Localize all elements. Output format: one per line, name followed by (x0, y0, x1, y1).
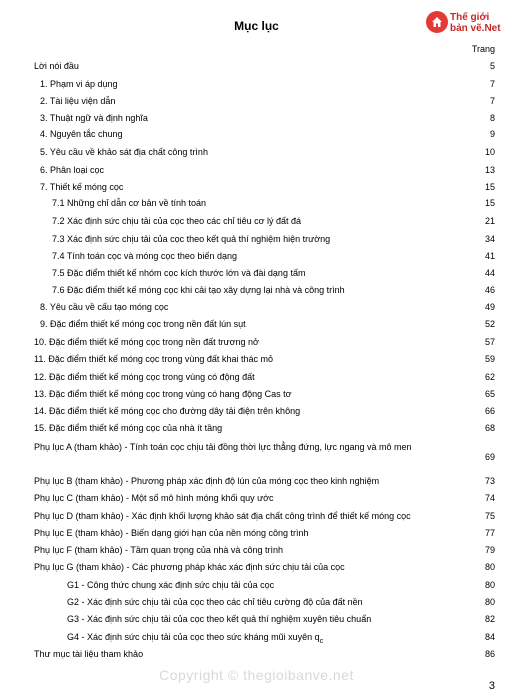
toc-entry-page: 68 (484, 423, 495, 433)
toc-entry[interactable] (0, 113, 513, 127)
toc-entry-title: 8. Yêu cầu về cấu tạo móng cọc (40, 302, 169, 312)
toc-entry-title: 6. Phân loại cọc (40, 165, 105, 175)
subscript: c (319, 637, 324, 645)
toc-entry-title: 7.6 Đặc điểm thiết kế móng cọc khi cải tạo xây dựng lại nhà và công trình (52, 285, 345, 295)
page-number: 3 (488, 680, 495, 692)
toc-entry-page: 74 (484, 493, 495, 503)
toc-entry-page: 59 (484, 354, 495, 364)
toc-entry[interactable] (0, 493, 513, 507)
toc-entry-title: Phụ lục C (tham khảo) - Một số mô hình móng khối quy ước (34, 493, 274, 503)
toc-entry-title: 7.1 Những chỉ dẫn cơ bản về tính toán (52, 198, 207, 208)
toc-entry-page: 62 (484, 372, 495, 382)
toc-entry-page: 9 (489, 129, 495, 139)
toc-entry-title: Phụ lục E (tham khảo) - Biến dạng giới hạn của nền móng công trình (34, 528, 309, 538)
site-logo[interactable] (426, 10, 508, 40)
toc-entry[interactable] (0, 198, 513, 212)
toc-entry-title: 15. Đặc điểm thiết kế móng cọc của nhà ít tầng (34, 423, 223, 433)
toc-entry-title: 9. Đặc điểm thiết kế móng cọc trong nền đất lún sụt (40, 319, 246, 329)
toc-entry[interactable] (0, 216, 513, 230)
toc-entry-page: 13 (484, 165, 495, 175)
toc-entry[interactable] (0, 147, 513, 161)
toc-entry-title: Phụ lục B (tham khảo) - Phương pháp xác định độ lún của móng cọc theo kinh nghiệm (34, 476, 380, 486)
toc-entry-page: 69 (484, 452, 495, 462)
toc-entry-title: Phụ lục A (tham khảo) - Tính toán cọc chịu tải đồng thời lực thẳng đứng, lực ngang và mô men (34, 442, 412, 452)
toc-entry-title: 10. Đặc điểm thiết kế móng cọc trong nền đất trương nở (34, 337, 259, 347)
toc-entry-title: G3 - Xác định sức chịu tải của cọc theo kết quả thí nghiệm xuyên tiêu chuẩn (67, 614, 372, 624)
toc-entry[interactable] (0, 354, 513, 368)
toc-entry-title: 2. Tài liệu viện dẫn (40, 96, 116, 106)
toc-entry-page: 80 (484, 580, 495, 590)
toc-entry-page: 65 (484, 389, 495, 399)
toc-entry-page: 41 (484, 251, 495, 261)
toc-entry-page: 15 (484, 182, 495, 192)
copyright-watermark: Copyright © thegioibanve.net (159, 667, 354, 683)
toc-entry[interactable] (0, 268, 513, 282)
toc-entry[interactable] (0, 251, 513, 265)
toc-entry[interactable] (0, 285, 513, 299)
toc-entry[interactable] (0, 372, 513, 386)
toc-entry-page: 80 (484, 597, 495, 607)
toc-entry-page: 52 (484, 319, 495, 329)
toc-entry[interactable] (0, 528, 513, 542)
toc-entry[interactable] (0, 597, 513, 611)
page-title: Mục lục (234, 19, 279, 33)
logo-text-line1: Thế giới (450, 12, 490, 23)
toc-entry[interactable] (0, 302, 513, 316)
toc-entry-title: 7.5 Đặc điểm thiết kế nhóm cọc kích thước lớn và đài dạng tấm (52, 268, 306, 278)
toc-entry-title: G1 - Công thức chung xác định sức chịu tải của cọc (67, 580, 275, 590)
toc-entry-title: 1. Phạm vi áp dụng (40, 79, 118, 89)
toc-entry-page: 10 (484, 147, 495, 157)
toc-entry-page: 86 (484, 649, 495, 659)
toc-entry-title: 7.4 Tính toán cọc và móng cọc theo biến dạng (52, 251, 237, 261)
toc-entry-page: 77 (484, 528, 495, 538)
toc-entry-page: 8 (489, 113, 495, 123)
toc-entry-title: 3. Thuật ngữ và định nghĩa (40, 113, 148, 123)
toc-entry-page: 46 (484, 285, 495, 295)
toc-entry-title: 12. Đặc điểm thiết kế móng cọc trong vùng có động đất (34, 372, 255, 382)
toc-entry-title: 13. Đặc điểm thiết kế móng cọc trong vùng có hang động Cas tơ (34, 389, 292, 399)
toc-entry[interactable] (0, 129, 513, 143)
toc-entry-title: Phụ lục D (tham khảo) - Xác định khối lượng khảo sát địa chất công trình để thiết kế móng cọc (34, 511, 411, 521)
toc-entry[interactable] (0, 337, 513, 351)
toc-entry[interactable] (0, 580, 513, 594)
toc-entry-title: 7.3 Xác định sức chịu tải của cọc theo kết quả thí nghiệm hiện trường (52, 234, 331, 244)
toc-entry-title: Thư mục tài liệu tham khảo (34, 649, 144, 659)
toc-entry-page: 80 (484, 562, 495, 572)
toc-entry-page: 15 (484, 198, 495, 208)
toc-entry-page: 57 (484, 337, 495, 347)
house-icon (426, 11, 448, 33)
toc-entry-title: Phụ lục G (tham khảo) - Các phương pháp khác xác định sức chịu tải của cọc (34, 562, 345, 572)
toc-entry-page: 75 (484, 511, 495, 521)
toc-entry[interactable] (0, 96, 513, 110)
toc-entry[interactable] (0, 562, 513, 576)
toc-entry-page: 5 (489, 61, 495, 71)
toc-entry[interactable] (0, 182, 513, 196)
toc-entry[interactable] (0, 476, 513, 490)
toc-entry-page: 82 (484, 614, 495, 624)
toc-entry-page: 84 (484, 632, 495, 642)
toc-entry-title: 11. Đặc điểm thiết kế móng cọc trong vùng đất khai thác mỏ (34, 354, 273, 364)
toc-entry[interactable] (0, 632, 513, 646)
toc-entry[interactable] (0, 545, 513, 559)
logo-text-line2: bản vẽ.Net (450, 23, 501, 34)
toc-entry[interactable] (0, 319, 513, 333)
toc-entry-page: 73 (484, 476, 495, 486)
toc-entry-title: G4 - Xác định sức chịu tải của cọc theo sức kháng mũi xuyên q (67, 632, 320, 642)
toc-entry-title: Lời nói đầu (34, 61, 79, 71)
toc-entry-title: 7. Thiết kế móng cọc (40, 182, 124, 192)
toc-entry[interactable] (0, 406, 513, 420)
toc-entry[interactable] (0, 614, 513, 628)
toc-entry[interactable] (0, 423, 513, 437)
toc-entry-title: 7.2 Xác định sức chịu tải của cọc theo các chỉ tiêu cơ lý đất đá (52, 216, 302, 226)
toc-entry[interactable] (0, 511, 513, 525)
toc-entry-page: 7 (489, 79, 495, 89)
toc-entry-page: 7 (489, 96, 495, 106)
toc-entry-page: 66 (484, 406, 495, 416)
toc-entry-page: 49 (484, 302, 495, 312)
toc-entry-page: 34 (484, 234, 495, 244)
toc-entry-page: 79 (484, 545, 495, 555)
page-column-label: Trang (471, 44, 495, 54)
toc-entry-title: G2 - Xác định sức chịu tải của cọc theo các chỉ tiêu cường độ của đất nền (67, 597, 363, 607)
toc-entry[interactable] (0, 61, 513, 75)
toc-entry[interactable] (0, 165, 513, 179)
toc-entry[interactable] (0, 389, 513, 403)
toc-entry[interactable] (0, 79, 513, 93)
toc-entry[interactable] (0, 649, 513, 663)
toc-entry-page: 21 (484, 216, 495, 226)
toc-entry-title: 4. Nguyên tắc chung (40, 129, 123, 139)
toc-entry-title: Phụ lục F (tham khảo) - Tầm quan trọng của nhà và công trình (34, 545, 283, 555)
toc-entry[interactable] (0, 234, 513, 248)
toc-entry-title: 14. Đặc điểm thiết kế móng cọc cho đường dây tải điện trên không (34, 406, 301, 416)
house-shape (431, 16, 443, 28)
toc-entry-page: 44 (484, 268, 495, 278)
toc-entry-title: 5. Yêu cầu về khảo sát địa chất công trình (40, 147, 208, 157)
